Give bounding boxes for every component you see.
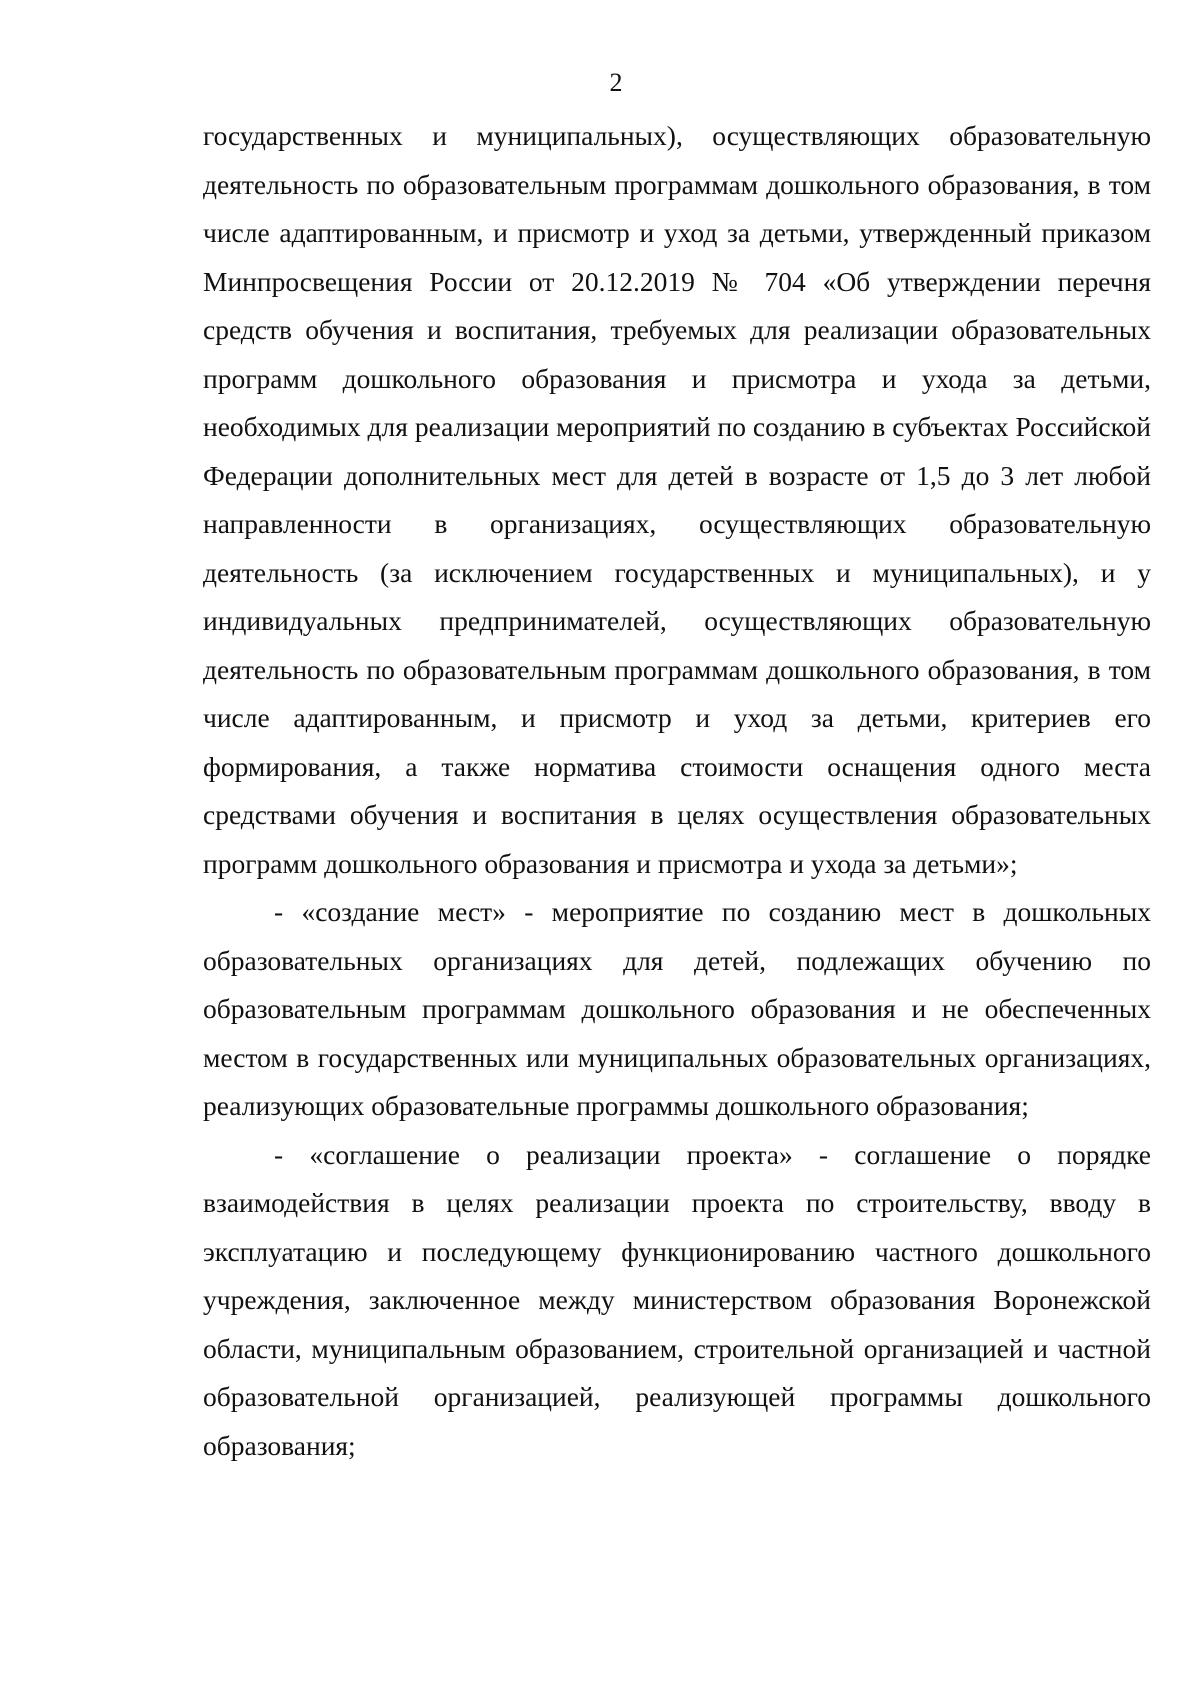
paragraph-soglashenie: - «соглашение о реализации проекта» - соглашение о порядке взаимодействия в целях реализации проекта по строительству, вводу в эксплуатацию и последующему функционированию частного дошкольного учреждения, заключенное между министерством образования Воронежской области, муниципальным образованием, строительной организацией и частной образовательной организацией, реализующей программы дошкольного образования; [203, 1138, 1151, 1461]
document-body [203, 112, 1151, 1470]
paragraph-sozdanie-mest: - «создание мест» - мероприятие по созданию мест в дошкольных образовательных организациях для детей, подлежащих обучению по образовательным программам дошкольного образования и не обеспеченных местом в государственных или муниципальных образовательных организациях, реализующих образовательные программы дошкольного образования; [203, 896, 1151, 1121]
page-number: 2 [609, 68, 623, 97]
paragraph-continuation: государственных и муниципальных), осуществляющих образовательную деятельность по образовательным программам дошкольного образования, в том числе адаптированным, и присмотр и уход за детьми, утвержденный приказом Минпросвещения России от 20.12.2019 № 704 «Об утверждении перечня средств обучения и воспитания, требуемых для реализации образовательных программ дошкольного образования и присмотра и ухода за детьми, необходимых для реализации мероприятий по созданию в субъектах Российской Федерации дополнительных мест для детей в возрасте от 1,5 до 3 лет любой направленности в организациях, осуществляющих образовательную деятельность (за исключением государственных и муниципальных), и у индивидуальных предпринимателей, осуществляющих образовательную деятельность по образовательным программам дошкольного образования, в том числе адаптированным, и присмотр и уход за детьми, критериев его формирования, а также норматива стоимости оснащения одного места средствами обучения и воспитания в целях осуществления образовательных программ дошкольного образования и присмотра и ухода за детьми»; [203, 120, 1151, 879]
